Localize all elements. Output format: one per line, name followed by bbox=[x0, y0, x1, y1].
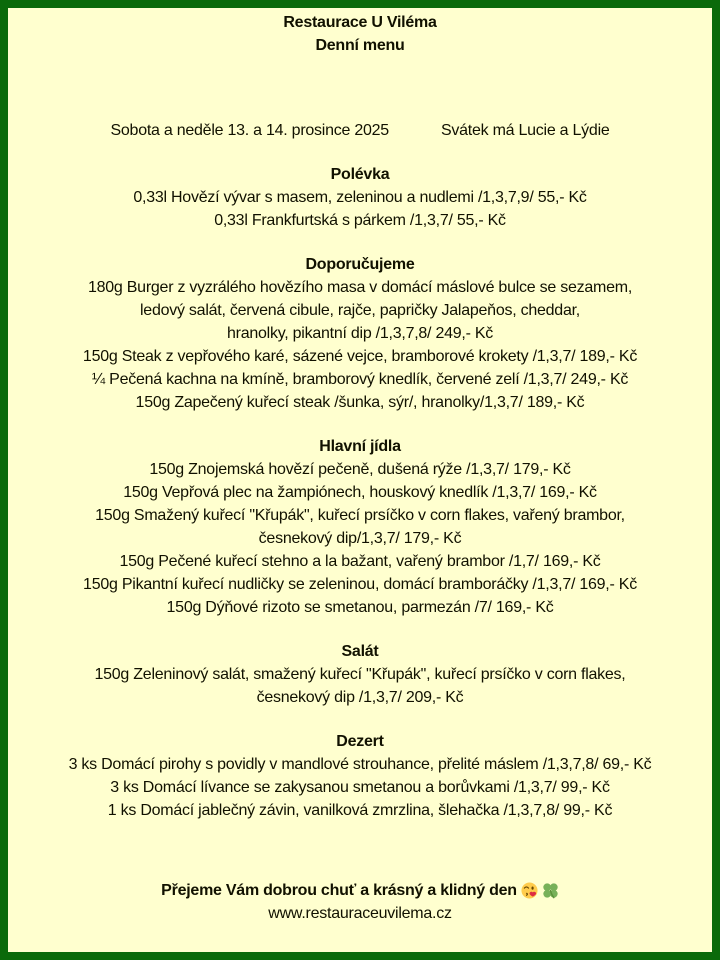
section-heading: Salát bbox=[341, 643, 379, 660]
menu-item: 150g Pečené kuřecí stehno a la bažant, vařený brambor /1,7/ 169,- Kč bbox=[119, 553, 601, 570]
menu-item: 150g Znojemská hovězí pečeně, dušená rýže /1,3,7/ 179,- Kč bbox=[149, 461, 571, 478]
menu-item: 150g Pikantní kuřecí nudličky se zeleninou, domácí bramboráčky /1,3,7/ 169,- Kč bbox=[83, 576, 637, 593]
menu-item: 150g Zapečený kuřecí steak /šunka, sýr/, hranolky/1,3,7/ 189,- Kč bbox=[135, 394, 585, 411]
section-heading: Hlavní jídla bbox=[319, 438, 401, 455]
menu-item: 3 ks Domácí lívance se zakysanou smetanou a borůvkami /1,3,7/ 99,- Kč bbox=[110, 779, 610, 796]
menu-item: 0,33l Hovězí vývar s masem, zeleninou a nudlemi /1,3,7,9/ 55,- Kč bbox=[133, 189, 587, 206]
page-title: Restaurace U Viléma bbox=[283, 14, 437, 31]
section-heading: Polévka bbox=[330, 166, 390, 183]
menu-item: 150g Dýňové rizoto se smetanou, parmezán /7/ 169,- Kč bbox=[166, 599, 554, 616]
date-text: Sobota a neděle 13. a 14. prosince 2025 bbox=[110, 122, 389, 139]
website-url: www.restauraceuvilema.cz bbox=[268, 905, 452, 922]
footer-message: Přejeme Vám dobrou chuť a krásný a klidný den bbox=[161, 882, 517, 899]
section-doporucujeme bbox=[8, 253, 712, 414]
footer-message-line bbox=[8, 879, 712, 902]
section-salat bbox=[8, 640, 712, 709]
menu-item: ledový salát, červená cibule, rajče, papričky Jalapeňos, cheddar, bbox=[139, 302, 580, 319]
menu-item: 180g Burger z vyzrálého hovězího masa v domácí máslové bulce se sezamem, bbox=[87, 279, 633, 296]
menu-item: ¼ Pečená kachna na kmíně, bramborový knedlík, červené zelí /1,3,7/ 249,- Kč bbox=[91, 371, 629, 388]
menu-item: hranolky, pikantní dip /1,3,7,8/ 249,- Kč bbox=[226, 325, 494, 342]
section-dezert bbox=[8, 730, 712, 822]
kiss-emoji-icon bbox=[521, 882, 538, 899]
nameday-text: Svátek má Lucie a Lýdie bbox=[440, 122, 610, 139]
section-hlavni-jidla bbox=[8, 435, 712, 619]
menu-item: 150g Smažený kuřecí "Křupák", kuřecí prsíčko v corn flakes, vařený brambor, bbox=[95, 507, 625, 524]
menu-item: česnekový dip/1,3,7/ 179,- Kč bbox=[258, 530, 462, 547]
section-polevka bbox=[8, 163, 712, 232]
menu-item: 150g Zeleninový salát, smažený kuřecí "Křupák", kuřecí prsíčko v corn flakes, bbox=[94, 666, 626, 683]
menu-item: 1 ks Domácí jablečný závin, vanilková zmrzlina, šlehačka /1,3,7,8/ 99,- Kč bbox=[107, 802, 613, 819]
section-heading: Doporučujeme bbox=[305, 256, 415, 273]
menu-item: 150g Vepřová plec na žampiónech, houskový knedlík /1,3,7/ 169,- Kč bbox=[123, 484, 597, 501]
menu-item: 3 ks Domácí pirohy s povidly v mandlové strouhance, přelité máslem /1,3,7,8/ 69,- Kč bbox=[68, 756, 652, 773]
date-line bbox=[8, 119, 712, 142]
menu-item: česnekový dip /1,3,7/ 209,- Kč bbox=[256, 689, 464, 706]
clover-emoji-icon bbox=[542, 882, 559, 899]
page-subtitle: Denní menu bbox=[315, 37, 405, 54]
footer bbox=[8, 879, 712, 925]
menu-item: 150g Steak z vepřového karé, sázené vejce, bramborové krokety /1,3,7/ 189,- Kč bbox=[82, 348, 638, 365]
section-heading: Dezert bbox=[336, 733, 384, 750]
menu-item: 0,33l Frankfurtská s párkem /1,3,7/ 55,- Kč bbox=[214, 212, 506, 229]
